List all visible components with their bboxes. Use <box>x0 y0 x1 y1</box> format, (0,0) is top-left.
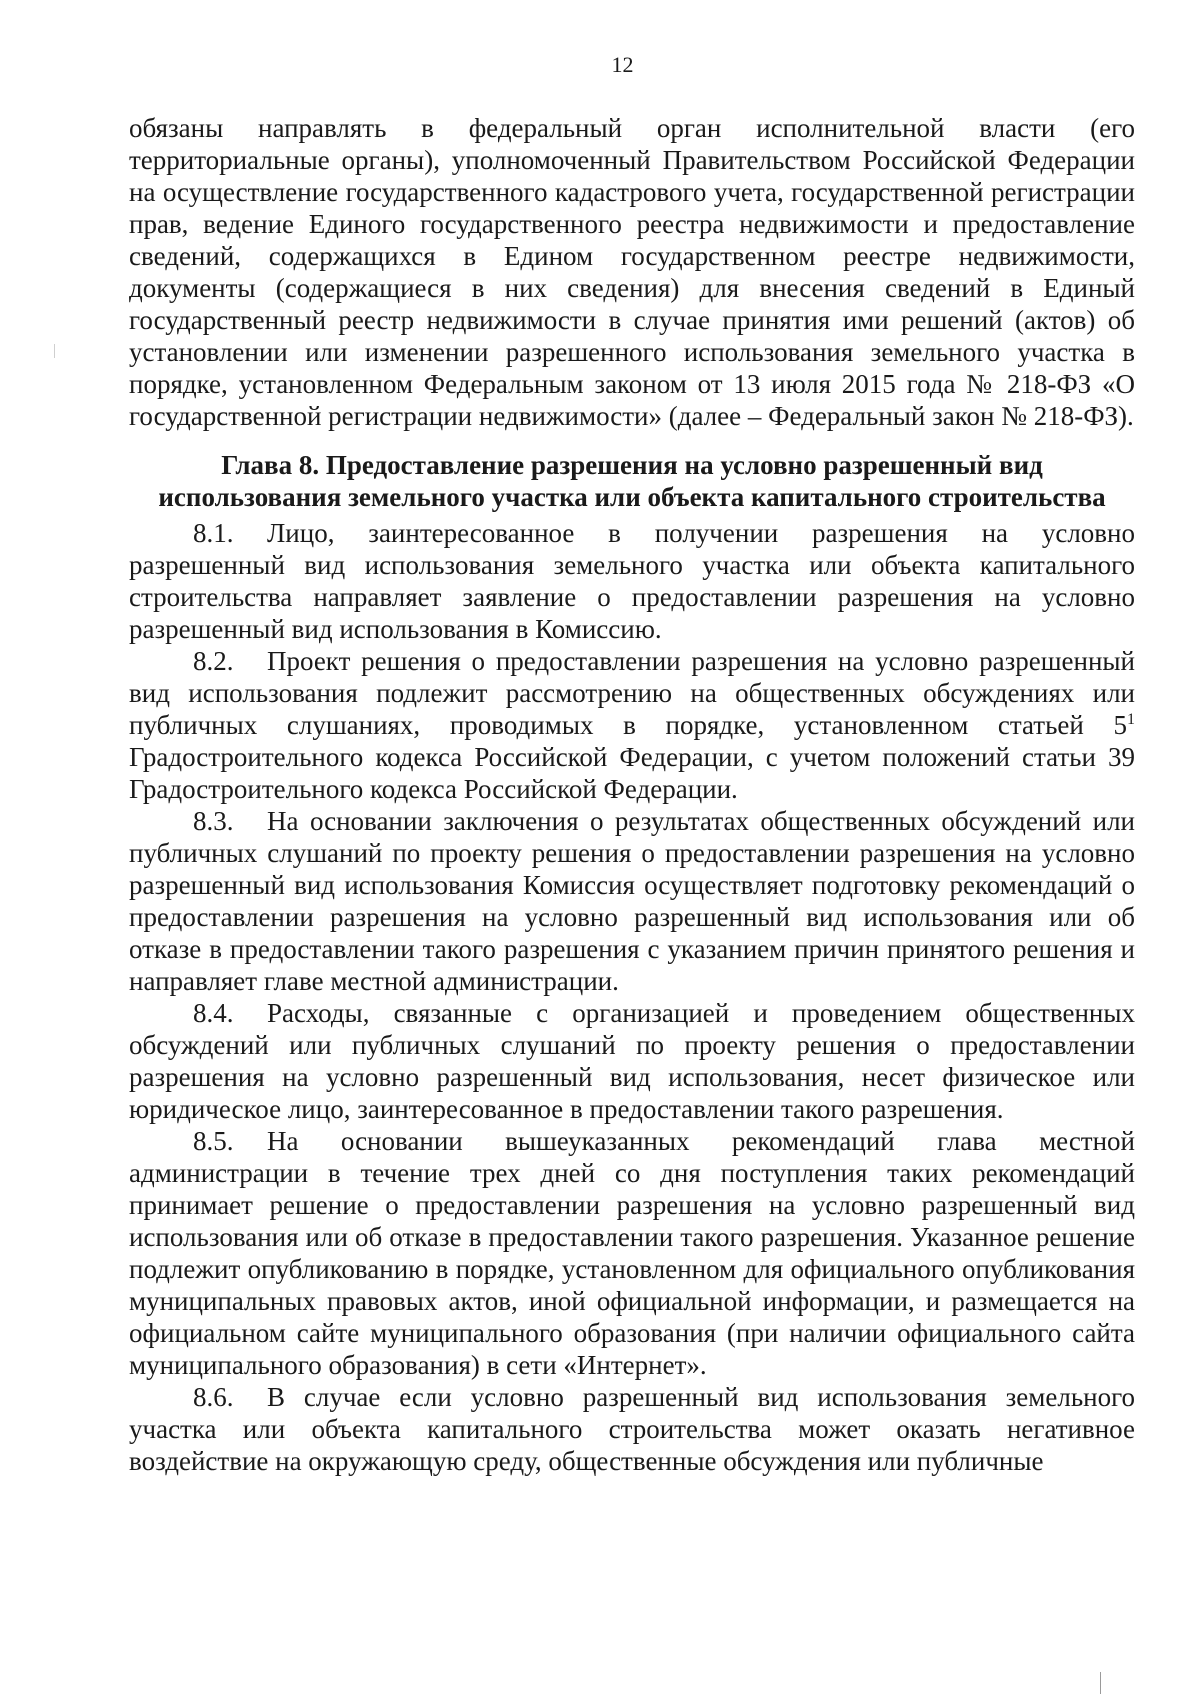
superscript: 1 <box>1127 711 1135 728</box>
chapter-title: Глава 8. Предоставление разрешения на условно разрешенный вид использования земельного участка или объекта капитального строительства <box>158 450 1106 512</box>
clause-8-4 <box>129 997 1135 1125</box>
clause-number: 8.3. <box>193 806 234 836</box>
clause-text: Проект решения о предоставлении разрешения на условно разрешенный вид использования подлежит рассмотрению на общественных обсуждениях или публичных слушаниях, проводимых в порядке, установленном статьей 5 <box>129 646 1135 740</box>
clause-number: 8.1. <box>193 518 234 548</box>
clause-8-1 <box>129 517 1135 645</box>
clause-8-3 <box>129 805 1135 997</box>
clause-8-6 <box>129 1381 1135 1477</box>
page-number: 12 <box>611 52 634 77</box>
clause-text: Градостроительного кодекса Российской Федерации, с учетом положений статьи 39 Градостроительного кодекса Российской Федерации. <box>129 742 1135 804</box>
clause-number: 8.2. <box>193 646 234 676</box>
clause-text: Расходы, связанные с организацией и проведением общественных обсуждений или публичных слушаний по проекту решения о предоставлении разрешения на условно разрешенный вид использования, несет физическое или юридическое лицо, заинтересованное в предоставлении такого разрешения. <box>129 998 1135 1124</box>
scan-mark <box>54 344 55 358</box>
clause-8-2 <box>129 645 1135 805</box>
clause-number: 8.6. <box>193 1382 234 1412</box>
clause-number: 8.4. <box>193 998 234 1028</box>
scan-mark <box>1100 1672 1101 1694</box>
clause-text: Лицо, заинтересованное в получении разрешения на условно разрешенный вид использования земельного участка или объекта капитального строительства направляет заявление о предоставлении разрешения на условно разрешенный вид использования в Комиссию. <box>129 518 1135 644</box>
document-body <box>129 112 1135 1477</box>
clause-text: На основании заключения о результатах общественных обсуждений или публичных слушаний по проекту решения о предоставлении разрешения на условно разрешенный вид использования Комиссия осуществляет подготовку рекомендаций о предоставлении разрешения на условно разрешенный вид использования или об отказе в предоставлении такого разрешения с указанием причин принятого решения и направляет главе местной администрации. <box>129 806 1135 996</box>
clause-number: 8.5. <box>193 1126 234 1156</box>
clause-8-5 <box>129 1125 1135 1381</box>
clause-text: В случае если условно разрешенный вид использования земельного участка или объекта капитального строительства может оказать негативное воздействие на окружающую среду, общественные обсуждения или публичные <box>129 1382 1135 1476</box>
intro-paragraph: обязаны направлять в федеральный орган исполнительной власти (его территориальные органы), уполномоченный Правительством Российской Федерации на осуществление государственного кадастрового учета, государственной регистрации прав, ведение Единого государственного реестра недвижимости и предоставление сведений, содержащихся в Едином государственном реестре недвижимости, документы (содержащиеся в них сведения) для внесения сведений в Единый государственный реестр недвижимости в случае принятия ими решений (актов) об установлении или изменении разрешенного использования земельного участка в порядке, установленном Федеральным законом от 13 июля 2015 года № 218-ФЗ «О государственной регистрации недвижимости» (далее – Федеральный закон № 218-ФЗ). <box>129 113 1135 431</box>
clause-text: На основании вышеуказанных рекомендаций глава местной администрации в течение трех дней со дня поступления таких рекомендаций принимает решение о предоставлении разрешения на условно разрешенный вид использования или об отказе в предоставлении такого разрешения. Указанное решение подлежит опубликованию в порядке, установленном для официального опубликования муниципальных правовых актов, иной официальной информации, и размещается на официальном сайте муниципального образования (при наличии официального сайта муниципального образования) в сети «Интернет». <box>129 1126 1135 1380</box>
